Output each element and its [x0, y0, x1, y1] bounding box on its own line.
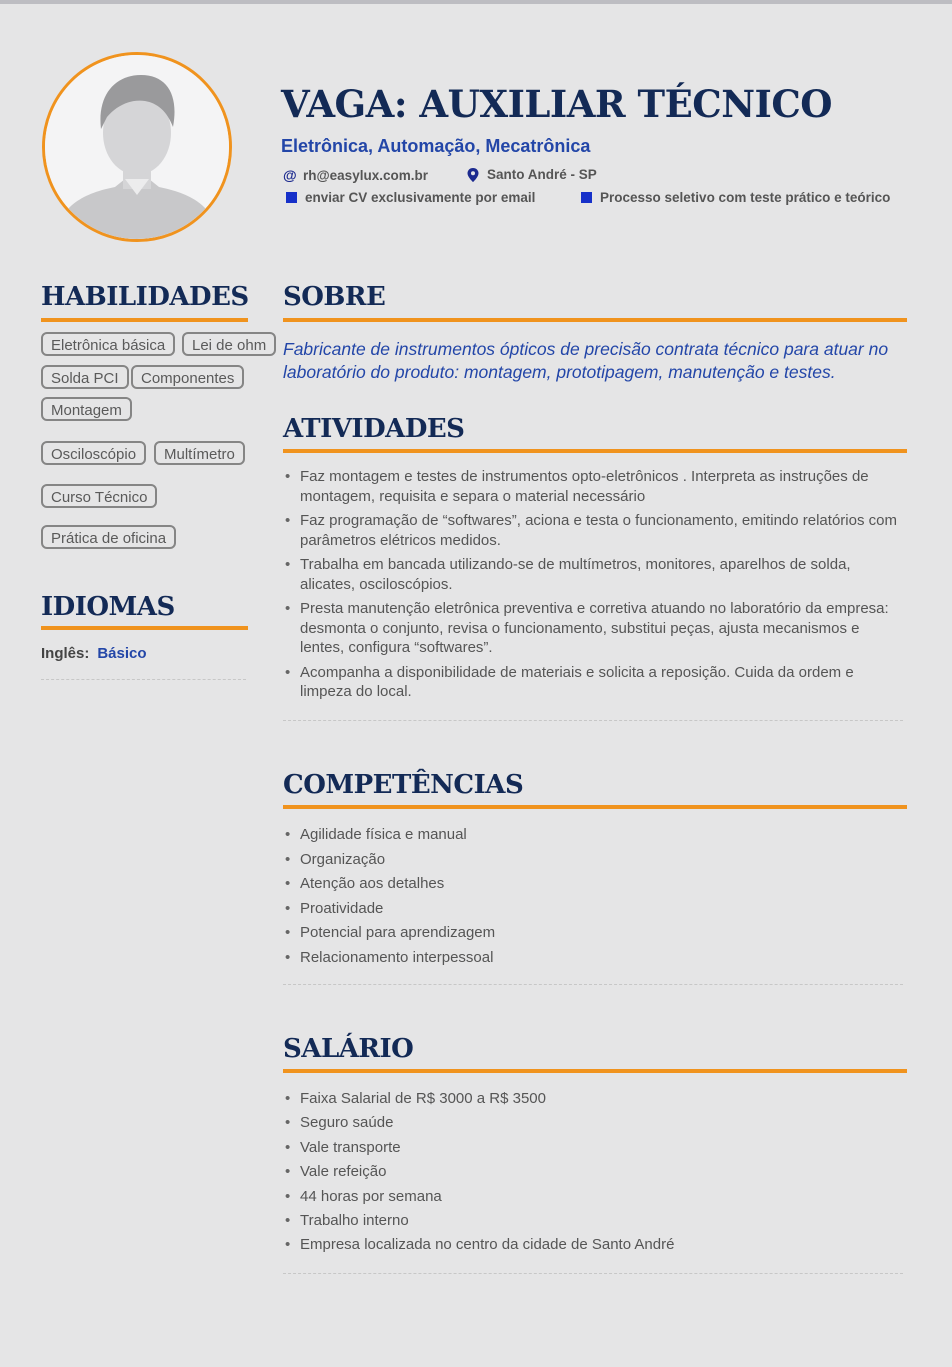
list-item: • Faz montagem e testes de instrumentos opto-eletrônicos . Interpreta as instruções de montagem, requisita e separa o material necessário — [283, 467, 903, 506]
email-contact — [283, 167, 428, 183]
salario-divider — [283, 1273, 903, 1274]
atividades-heading: ATIVIDADES — [283, 414, 465, 444]
list-item: • 44 horas por semana — [283, 1185, 843, 1209]
atividades-rule — [283, 449, 907, 453]
language-label: Inglês: — [41, 645, 90, 662]
habilidades-rule — [41, 318, 248, 322]
list-item: • Potencial para aprendizagem — [283, 921, 783, 946]
list-item: • Faixa Salarial de R$ 3000 a R$ 3500 — [283, 1087, 843, 1111]
about-text: Fabricante de instrumentos ópticos de precisão contrata técnico para atuar no laboratório do produto: montagem, prototipagem, manutenção e testes. — [283, 339, 889, 382]
skill-tag: Curso Técnico — [41, 484, 157, 508]
at-icon: @ — [283, 167, 297, 183]
idiomas-heading: IDIOMAS — [41, 592, 175, 622]
location-contact — [467, 167, 597, 182]
idiomas-rule — [41, 626, 248, 630]
skill-tag: Osciloscópio — [41, 441, 146, 465]
top-border — [0, 0, 952, 4]
list-item: • Vale transporte — [283, 1136, 843, 1160]
list-item: • Relacionamento interpessoal — [283, 946, 783, 971]
competencias-rule — [283, 805, 907, 809]
list-item: • Agilidade física e manual — [283, 823, 783, 848]
location-text: Santo André - SP — [487, 167, 597, 182]
email-text: rh@easylux.com.br — [303, 167, 428, 183]
note-selection — [581, 190, 890, 205]
avatar — [42, 52, 232, 242]
list-item: • Organização — [283, 848, 783, 873]
competencias-list — [283, 823, 783, 971]
list-item: • Faz programação de “softwares”, aciona e testa o funcionamento, emitindo relatórios com parâmetros elétricos medidos. — [283, 511, 903, 550]
note-cv-email — [286, 190, 535, 205]
blue-square-icon — [581, 192, 592, 203]
blue-square-icon — [286, 192, 297, 203]
language-level: Básico — [97, 645, 147, 662]
habilidades-heading: HABILIDADES — [41, 282, 249, 312]
atividades-divider — [283, 720, 903, 721]
map-pin-icon — [467, 168, 479, 182]
skill-tag: Lei de ohm — [182, 332, 276, 356]
list-item: • Proatividade — [283, 897, 783, 922]
list-item: • Trabalho interno — [283, 1209, 843, 1233]
note-selection-text: Processo seletivo com teste prático e teórico — [600, 190, 891, 205]
list-item: • Vale refeição — [283, 1160, 843, 1184]
list-item: • Empresa localizada no centro da cidade de Santo André — [283, 1233, 843, 1257]
user-silhouette-icon — [45, 55, 229, 239]
skill-tag: Montagem — [41, 397, 132, 421]
skill-tag: Multímetro — [154, 441, 245, 465]
page-title: VAGA: AUXILIAR TÉCNICO — [281, 82, 833, 126]
atividades-list — [283, 467, 903, 707]
skill-tag: Componentes — [131, 365, 244, 389]
skill-tag: Solda PCI — [41, 365, 129, 389]
job-subtitle: Eletrônica, Automação, Mecatrônica — [281, 136, 591, 156]
list-item: • Presta manutenção eletrônica preventiva e corretiva atuando no laboratório da empresa: desmonta o conjunto, revisa o funcionamento, substitui peças, ajusta mecanismos e lentes, configura “softwares”. — [283, 599, 903, 658]
sobre-rule — [283, 318, 907, 322]
list-item: • Atenção aos detalhes — [283, 872, 783, 897]
salario-heading: SALÁRIO — [283, 1034, 414, 1064]
skill-tag: Eletrônica básica — [41, 332, 175, 356]
idiomas-divider — [41, 679, 246, 680]
competencias-divider — [283, 984, 903, 985]
list-item: • Trabalha em bancada utilizando-se de multímetros, monitores, aparelhos de solda, alicates, osciloscópios. — [283, 555, 903, 594]
sobre-heading: SOBRE — [283, 282, 386, 312]
competencias-heading: COMPETÊNCIAS — [283, 770, 524, 800]
note-cv-text: enviar CV exclusivamente por email — [305, 190, 536, 205]
list-item: • Acompanha a disponibilidade de materiais e solicita a reposição. Cuida da ordem e limpeza do local. — [283, 663, 903, 702]
salario-list — [283, 1087, 843, 1258]
salario-rule — [283, 1069, 907, 1073]
language-row — [41, 645, 147, 662]
list-item: • Seguro saúde — [283, 1111, 843, 1135]
skill-tag: Prática de oficina — [41, 525, 176, 549]
